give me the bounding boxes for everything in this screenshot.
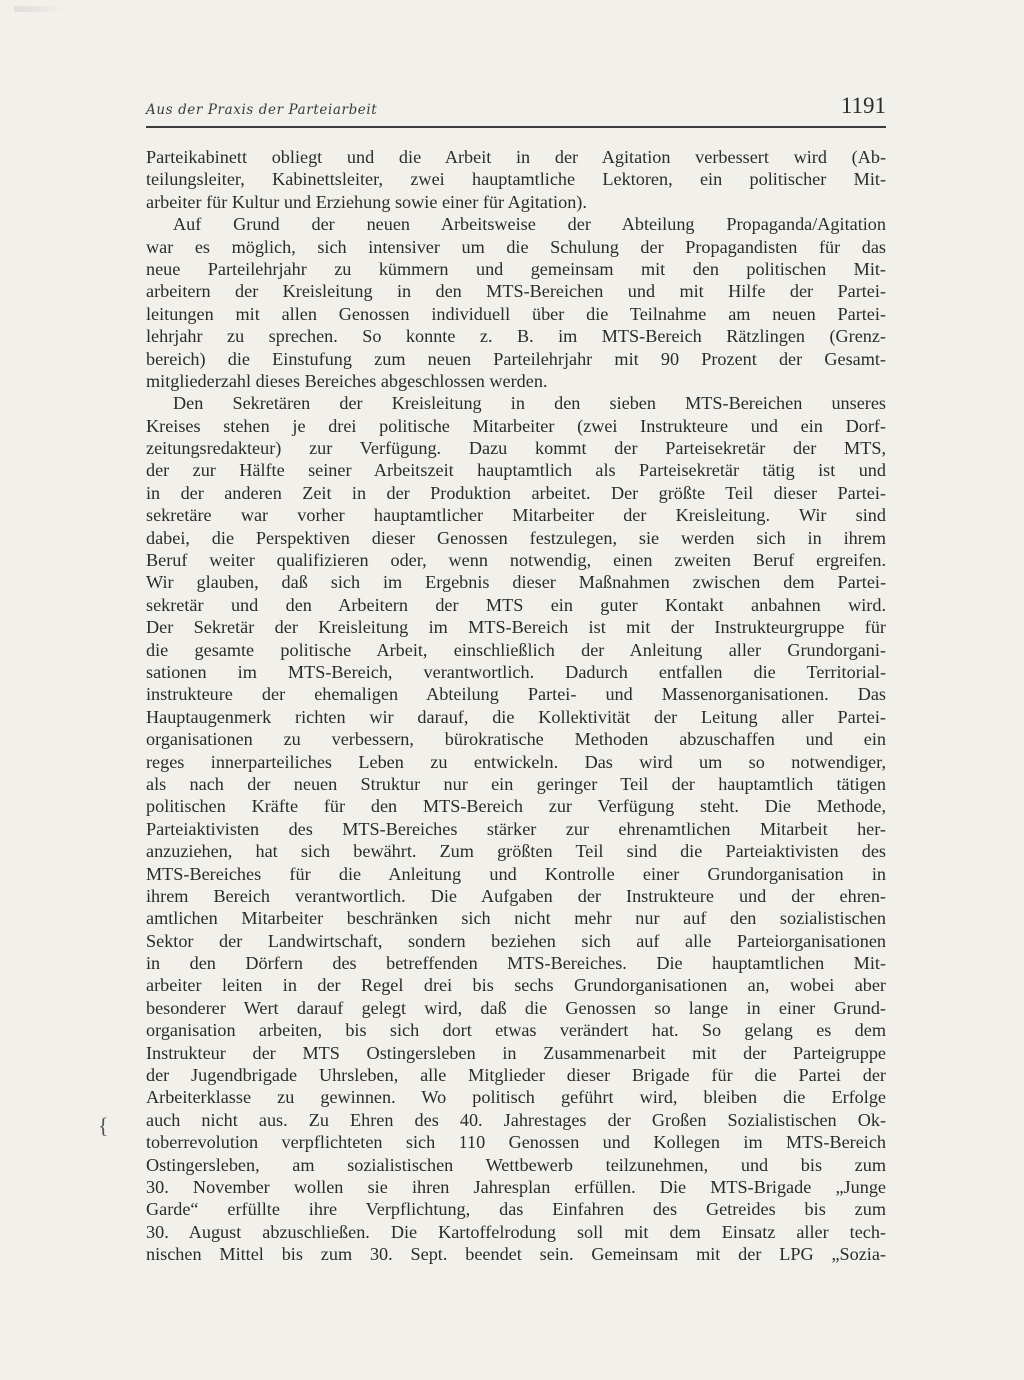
text-line: zeitungsredakteur) zur Verfügung. Dazu kommt der Parteisekretär der MTS, <box>146 438 886 459</box>
running-head: Aus der Praxis der Parteiarbeit <box>146 102 378 118</box>
text-line: 30. August abzuschließen. Die Kartoffelrodung soll mit dem Einsatz aller tech- <box>146 1221 886 1242</box>
text-line: Parteiaktivisten des MTS-Bereiches stärker zur ehrenamtlichen Mitarbeit her- <box>146 818 886 839</box>
text-line: 30. November wollen sie ihren Jahresplan erfüllen. Die MTS-Brigade „Junge <box>146 1176 886 1197</box>
text-line: arbeitern der Kreisleitung in den MTS-Bereichen und mit Hilfe der Partei- <box>146 281 886 302</box>
text-line: dabei, die Perspektiven dieser Genossen festzulegen, sie werden sich in ihrem <box>146 527 886 548</box>
margin-mark: { <box>98 1113 109 1138</box>
text-line: Wir glauben, daß sich im Ergebnis dieser Maßnahmen zwischen dem Partei- <box>146 572 886 593</box>
header-rule <box>146 126 886 128</box>
text-line: Den Sekretären der Kreisleitung in den sieben MTS-Bereichen unseres <box>173 393 886 414</box>
text-line: der Jugendbrigade Uhrsleben, alle Mitglieder dieser Brigade für die Partei der <box>146 1065 886 1086</box>
text-line: toberrevolution verpflichteten sich 110 Genossen und Kollegen im MTS-Bereich <box>146 1132 886 1153</box>
text-line: auch nicht aus. Zu Ehren des 40. Jahrestages der Großen Sozialistischen Ok- <box>146 1109 886 1130</box>
text-line: bereich) die Einstufung zum neuen Parteilehrjahr mit 90 Prozent der Gesamt- <box>146 348 886 369</box>
text-line: nischen Mittel bis zum 30. Sept. beendet sein. Gemeinsam mit der LPG „Sozia- <box>146 1244 886 1265</box>
text-line: organisationen zu verbessern, bürokratische Methoden abzuschaffen und ein <box>146 729 886 750</box>
text-line: lehrjahr zu sprechen. So konnte z. B. im MTS-Bereich Rätzlingen (Grenz- <box>146 326 886 347</box>
text-line: neue Parteilehrjahr zu kümmern und gemeinsam mit den politischen Mit- <box>146 258 886 279</box>
text-line: amtlichen Mitarbeiter beschränken sich nicht mehr nur auf den sozialistischen <box>146 908 886 929</box>
text-line: Instrukteur der MTS Ostingersleben in Zusammenarbeit mit der Parteigruppe <box>146 1042 886 1063</box>
text-line: sekretäre war vorher hauptamtlicher Mitarbeiter der Kreisleitung. Wir sind <box>146 505 886 526</box>
text-line: Garde“ erfüllte ihre Verpflichtung, das Einfahren des Getreides bis zum <box>146 1199 886 1220</box>
text-line: ihrem Bereich verantwortlich. Die Aufgaben der Instrukteure und der ehren- <box>146 885 886 906</box>
text-line: instrukteure der ehemaligen Abteilung Partei- und Massenorganisationen. Das <box>146 684 886 705</box>
text-line: organisation arbeiten, bis sich dort etwas verändert hat. So gelang es dem <box>146 1020 886 1041</box>
text-line: politischen Kräfte für den MTS-Bereich zur Verfügung steht. Die Methode, <box>146 796 886 817</box>
text-line: teilungsleiter, Kabinettsleiter, zwei hauptamtliche Lektoren, ein politischer Mit- <box>146 169 886 190</box>
text-line: anzuziehen, hat sich bewährt. Zum größten Teil sind die Parteiaktivisten des <box>146 841 886 862</box>
text-line: Auf Grund der neuen Arbeitsweise der Abteilung Propaganda/Agitation <box>173 214 886 235</box>
text-line: Der Sekretär der Kreisleitung im MTS-Bereich ist mit der Instrukteurgruppe für <box>146 617 886 638</box>
text-line: sekretär und den Arbeitern der MTS ein guter Kontakt anbahnen wird. <box>146 594 886 615</box>
text-line: in den Dörfern des betreffenden MTS-Bereiches. Die hauptamtlichen Mit- <box>146 953 886 974</box>
text-line: als nach der neuen Struktur nur ein geringer Teil der hauptamtlich tätigen <box>146 773 886 794</box>
text-line: reges innerparteiliches Leben zu entwickeln. Das wird um so notwendiger, <box>146 751 886 772</box>
body-text <box>146 146 886 1266</box>
text-line: Arbeiterklasse zu gewinnen. Wo politisch geführt wird, bleiben die Erfolge <box>146 1087 886 1108</box>
text-line: Kreises stehen je drei politische Mitarbeiter (zwei Instrukteure und ein Dorf- <box>146 415 886 436</box>
text-line: mitgliederzahl dieses Bereiches abgeschlossen werden. <box>146 370 548 391</box>
text-line: die gesamte politische Arbeit, einschließlich der Anleitung aller Grundorgani- <box>146 639 886 660</box>
text-line: Beruf weiter qualifizieren oder, wenn notwendig, einen zweiten Beruf ergreifen. <box>146 550 886 571</box>
text-line: sationen im MTS-Bereich, verantwortlich. Dadurch entfallen die Territorial- <box>146 661 886 682</box>
text-line: leitungen mit allen Genossen individuell über die Teilnahme am neuen Partei- <box>146 303 886 324</box>
text-line: besonderer Wert darauf gelegt wird, daß die Genossen so lange in einer Grund- <box>146 997 886 1018</box>
text-line: Parteikabinett obliegt und die Arbeit in der Agitation verbessert wird (Ab- <box>146 147 886 167</box>
text-line: der zur Hälfte seiner Arbeitszeit hauptamtlich als Parteisekretär tätig ist und <box>146 460 886 481</box>
text-line: Ostingersleben, am sozialistischen Wettbewerb teilzunehmen, und bis zum <box>146 1154 886 1175</box>
scan-artifact <box>14 6 64 12</box>
text-line: Sektor der Landwirtschaft, sondern beziehen sich auf alle Parteiorganisationen <box>146 930 886 951</box>
page-number: 1191 <box>840 93 886 118</box>
text-line: Hauptaugenmerk richten wir darauf, die Kollektivität der Leitung aller Partei- <box>146 706 886 727</box>
page-header <box>146 93 886 123</box>
text-line: arbeiter leiten in der Regel drei bis sechs Grundorganisationen an, wobei aber <box>146 975 886 996</box>
text-line: war es möglich, sich intensiver um die Schulung der Propagandisten für das <box>146 236 886 257</box>
text-line: MTS-Bereiches für die Anleitung und Kontrolle einer Grundorganisation in <box>146 863 886 884</box>
text-line: in der anderen Zeit in der Produktion arbeitet. Der größte Teil dieser Partei- <box>146 482 886 503</box>
text-line: arbeiter für Kultur und Erziehung sowie einer für Agitation). <box>146 191 587 212</box>
